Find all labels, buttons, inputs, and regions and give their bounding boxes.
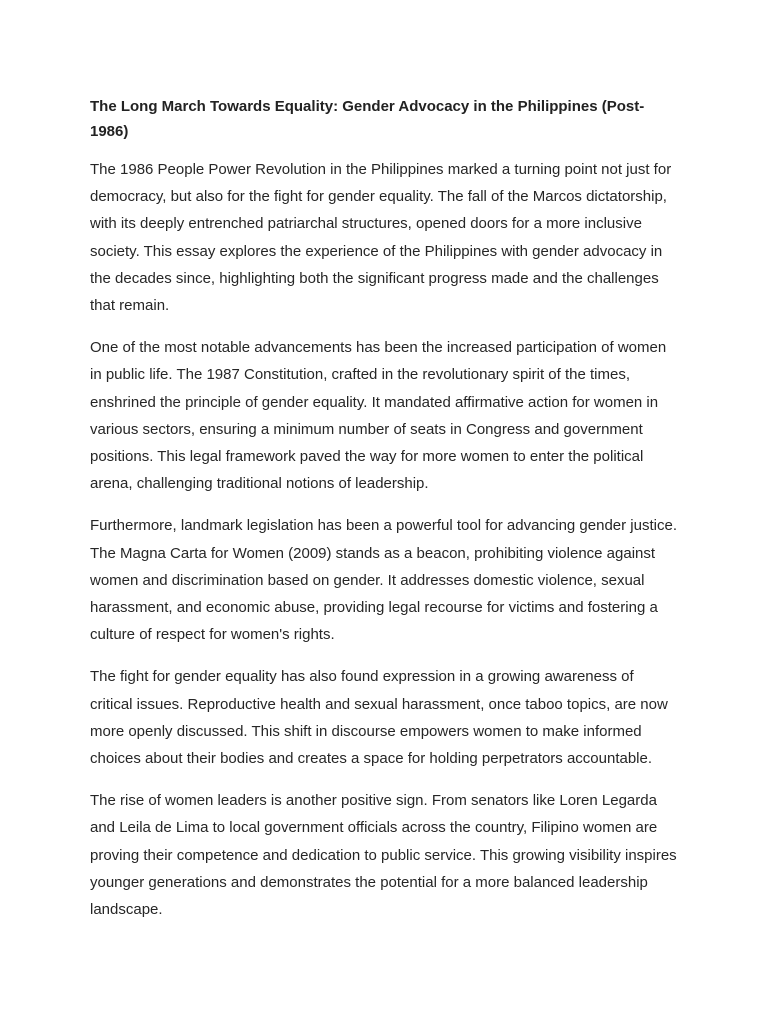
paragraph-legislation: Furthermore, landmark legislation has been a powerful tool for advancing gender justice. The Magna Carta for Women (2009) stands as a beacon, prohibiting violence against women and discrimination based on gender. It addresses domestic violence, sexual harassment, and economic abuse, providing legal recourse for victims and fostering a culture of respect for women's rights. (90, 517, 677, 644)
document-title: The Long March Towards Equality: Gender Advocacy in the Philippines (Post-1986) (90, 98, 645, 140)
paragraph-intro: The 1986 People Power Revolution in the Philippines marked a turning point not just for democracy, but also for the fight for gender equality. The fall of the Marcos dictatorship, with its deeply entrenched patriarchal structures, opened doors for a more inclusive society. This essay explores the experience of the Philippines with gender advocacy in the decades since, highlighting both the significant progress made and the challenges that remain. (90, 161, 672, 315)
paragraph-awareness: The fight for gender equality has also found expression in a growing awareness of critical issues. Reproductive health and sexual harassment, once taboo topics, are now more openly discussed. This shift in discourse empowers women to make informed choices about their bodies and creates a space for holding perpetrators accountable. (90, 668, 668, 768)
paragraph-participation: One of the most notable advancements has been the increased participation of women in public life. The 1987 Constitution, crafted in the revolutionary spirit of the times, enshrined the principle of gender equality. It mandated affirmative action for women in various sectors, ensuring a minimum number of seats in Congress and government positions. This legal framework paved the way for more women to enter the political arena, challenging traditional notions of leadership. (90, 339, 667, 493)
paragraph-women-leaders: The rise of women leaders is another positive sign. From senators like Loren Legarda and Leila de Lima to local government officials across the country, Filipino women are proving their competence and dedication to public service. This growing visibility inspires younger generations and demonstrates the potential for a more balanced leadership landscape. (90, 792, 677, 919)
document-page (90, 94, 680, 938)
